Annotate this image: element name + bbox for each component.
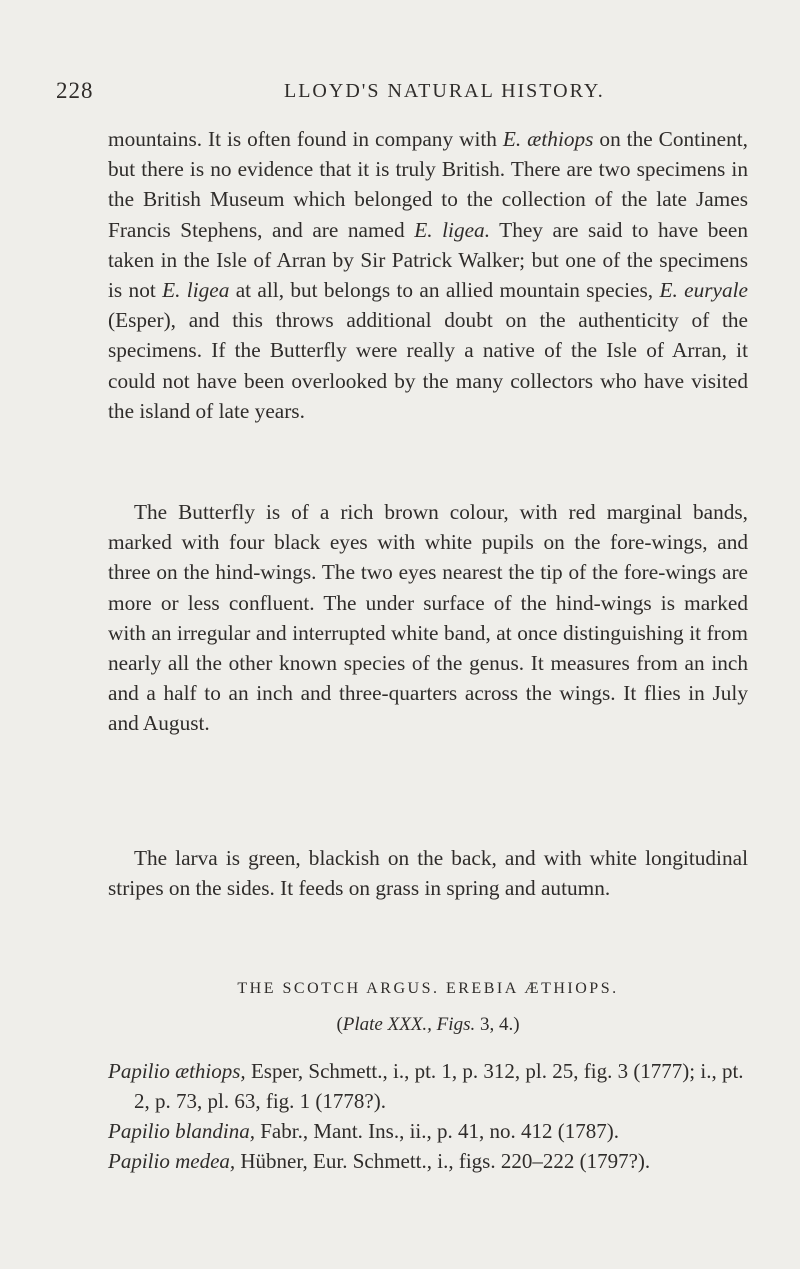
synonym-name: Papilio blandina, bbox=[108, 1119, 255, 1143]
synonym-ref: Hübner, Eur. Schmett., i., figs. 220–222 (1797?). bbox=[240, 1149, 651, 1173]
plate-ref-label: Plate XXX., Figs. bbox=[342, 1014, 476, 1035]
body-paragraph bbox=[108, 124, 748, 426]
section-title: THE SCOTCH ARGUS. EREBIA ÆTHIOPS. bbox=[237, 980, 619, 997]
synonym-ref: Esper, Schmett., i., pt. 1, p. 312, pl. 25, fig. 3 (1777); i., pt. 2, p. 73, pl. 63, fig. 1 (1778?). bbox=[134, 1059, 744, 1113]
synonym-entry bbox=[108, 1146, 750, 1176]
running-head: LLOYD'S NATURAL HISTORY. bbox=[284, 80, 605, 102]
paragraph-text: The larva is green, blackish on the back, and with white longitudinal stripes on the sides. It feeds on grass in spring and autumn. bbox=[108, 846, 748, 901]
paragraph-text: mountains. It is often found in company with E. æthiops on the Continent, but there is no evidence that it is truly British. There are two specimens in the British Museum which belonged to the collection of the late James Francis Stephens, and are named E. ligea. They are said to have been taken in the Isle of Arran by Sir Patrick Walker; but one of the specimens is not E. ligea at all, but belongs to an allied mountain species, E. euryale (Esper), and this throws additional doubt on the authenticity of the specimens. If the Butterfly were really a native of the Isle of Arran, it could not have been overlooked by the many collectors who have visited the island of late years. bbox=[108, 127, 748, 423]
body-paragraph bbox=[108, 497, 748, 739]
synonym-entry bbox=[108, 1116, 750, 1146]
synonym-name: Papilio medea, bbox=[108, 1149, 236, 1173]
synonym-entry bbox=[108, 1056, 750, 1116]
body-paragraph bbox=[108, 843, 748, 903]
synonym-name: Papilio æthiops, bbox=[108, 1059, 246, 1083]
page-header bbox=[56, 78, 720, 108]
synonym-ref: Fabr., Mant. Ins., ii., p. 41, no. 412 (1787). bbox=[260, 1119, 619, 1143]
plate-ref-figs: 3, 4. bbox=[479, 1014, 514, 1035]
synonymy-list bbox=[108, 1056, 750, 1176]
paragraph-text: The Butterfly is of a rich brown colour, with red marginal bands, marked with four black eyes with white pupils on the fore-wings, and three on the hind-wings. The two eyes nearest the tip of the fore-wings are more or less confluent. The under surface of the hind-wings is marked with an irregular and interrupted white band, at once distinguishing it from nearly all the other known species of the genus. It measures from an inch and a half to an inch and three-quarters across the wings. It flies in July and August. bbox=[108, 500, 748, 736]
page-number: 228 bbox=[56, 78, 94, 103]
plate-reference: (Plate XXX., Figs. 3, 4.) bbox=[336, 1014, 520, 1035]
